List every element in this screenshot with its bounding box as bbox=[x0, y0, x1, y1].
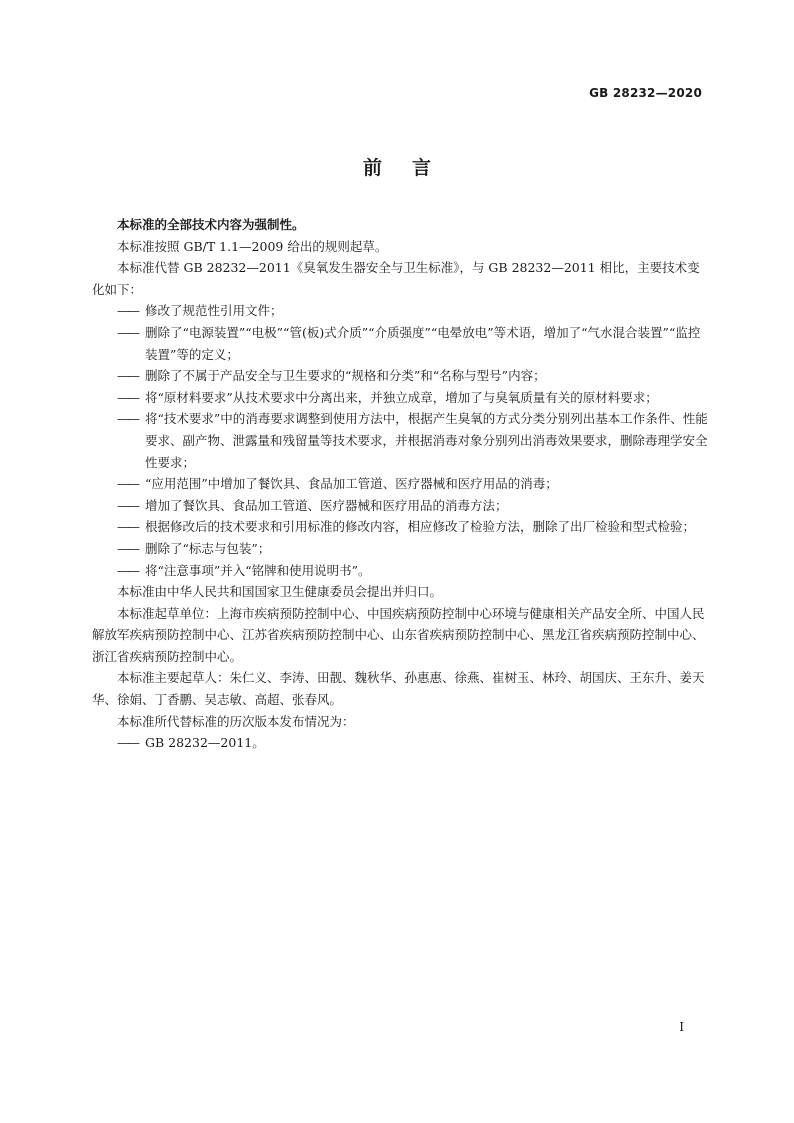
dash-mark: —— bbox=[117, 368, 138, 384]
dash-mark: —— bbox=[117, 389, 138, 405]
change-item: —— 将“注意事项”并入“铭牌和使用说明书”。 bbox=[92, 560, 708, 582]
changes-list bbox=[92, 300, 708, 581]
history-intro-paragraph: 本标准所代替标准的历次版本发布情况为： bbox=[117, 713, 355, 729]
dash-mark: —— bbox=[117, 497, 138, 513]
proposed-by-paragraph: 本标准由中华人民共和国国家卫生健康委员会提出并归口。 bbox=[117, 584, 443, 600]
drafting-rule-paragraph: 本标准按照 GB/T 1.1—2009 给出的规则起草。 bbox=[117, 238, 388, 254]
change-item: —— “应用范围”中增加了餐饮具、食品加工管道、医疗器械和医疗用品的消毒； bbox=[92, 473, 708, 495]
dash-mark: —— bbox=[117, 562, 138, 578]
dash-mark: —— bbox=[117, 324, 138, 340]
change-item: —— 删除了不属于产品安全与卫生要求的“规格和分类”和“名称与型号”内容； bbox=[92, 365, 708, 387]
history-item: —— GB 28232—2011。 bbox=[92, 732, 708, 754]
dash-mark: —— bbox=[117, 411, 138, 427]
drafters-paragraph: 本标准主要起草人：朱仁义、李涛、田靓、魏秋华、孙惠惠、徐燕、崔树玉、林玲、胡国庆、王东升、姜天华、徐娟、丁香鹏、吴志敏、高超、张春风。 bbox=[92, 670, 705, 708]
drafting-units-paragraph: 本标准起草单位：上海市疾病预防控制中心、中国疾病预防控制中心环境与健康相关产品安全所、中国人民解放军疾病预防控制中心、江苏省疾病预防控制中心、山东省疾病预防控制中心、黑龙江省疾病预防控制中心、浙江省疾病预防控制中心。 bbox=[92, 605, 705, 664]
dash-mark: —— bbox=[117, 519, 138, 535]
change-item: —— 删除了“标志与包装”； bbox=[92, 538, 708, 560]
page-number: I bbox=[679, 1020, 684, 1034]
change-item: —— 删除了“电源装置”“电极”“管(板)式介质”“介质强度”“电晕放电”等术语，增加了“气水混合装置”“监控装置”等的定义； bbox=[92, 322, 708, 365]
document-body bbox=[92, 214, 708, 754]
dash-mark: —— bbox=[117, 540, 138, 556]
change-item: —— 将“技术要求”中的消毒要求调整到使用方法中，根据产生臭氧的方式分类分别列出基本工作条件、性能要求、副产物、泄露量和残留量等技术要求，并根据消毒对象分别列出消毒效果要求，删除毒理学安全性要求； bbox=[92, 408, 708, 473]
page-title: 前言 bbox=[362, 157, 461, 179]
dash-mark: —— bbox=[117, 476, 138, 492]
change-item: —— 增加了餐饮具、食品加工管道、医疗器械和医疗用品的消毒方法； bbox=[92, 495, 708, 517]
replaces-paragraph: 本标准代替 GB 28232—2011《臭氧发生器安全与卫生标准》，与 GB 28232—2011 相比，主要技术变化如下： bbox=[92, 260, 700, 297]
change-item: —— 根据修改后的技术要求和引用标准的修改内容，相应修改了检验方法，删除了出厂检验和型式检验； bbox=[92, 516, 708, 538]
mandatory-statement: 本标准的全部技术内容为强制性。 bbox=[117, 217, 305, 232]
change-item: —— 修改了规范性引用文件； bbox=[92, 300, 708, 322]
change-item: —— 将“原材料要求”从技术要求中分离出来，并独立成章，增加了与臭氧质量有关的原材料要求； bbox=[92, 387, 708, 409]
standard-code: GB 28232—2020 bbox=[589, 86, 702, 100]
dash-mark: —— bbox=[117, 303, 138, 319]
dash-mark: —— bbox=[117, 735, 138, 751]
